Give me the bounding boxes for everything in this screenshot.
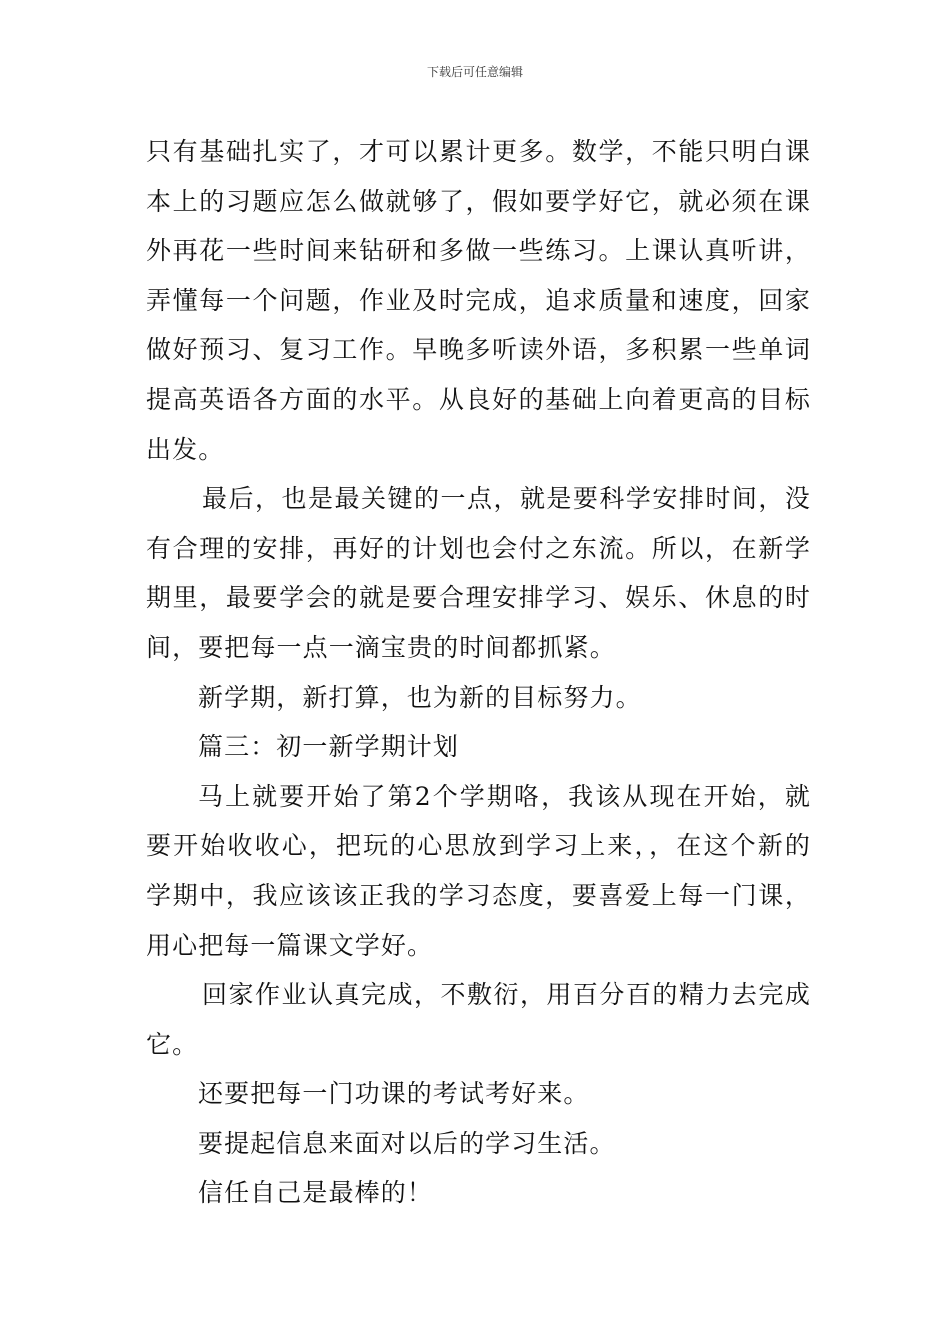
paragraph: 还要把每一门功课的考试考好来。 bbox=[198, 1079, 590, 1109]
section-heading: 篇三：初一新学期计划 bbox=[198, 732, 460, 762]
paragraph: 信任自己是最棒的！ bbox=[198, 1178, 433, 1208]
paragraph: 要提起信息来面对以后的学习生活。 bbox=[198, 1128, 616, 1158]
page-header: 下载后可任意编辑 bbox=[426, 65, 523, 79]
paragraph: 回家作业认真完成，不敷衍，用百分百的精力去完成它。 bbox=[146, 980, 811, 1059]
paragraph: 新学期，新打算，也为新的目标努力。 bbox=[198, 682, 642, 712]
paragraph: 最后，也是最关键的一点，就是要科学安排时间，没有合理的安排，再好的计划也会付之东流。所以，在新学期里，最要学会的就是要合理安排学习、娱乐、休息的时间，要把每一点一滴宝贵的时间都抓紧。 bbox=[146, 484, 811, 662]
paragraph: 只有基础扎实了，才可以累计更多。数学，不能只明白课本上的习题应怎么做就够了，假如要学好它，就必须在课外再花一些时间来钻研和多做一些练习。上课认真听讲，弄懂每一个问题，作业及时完成，追求质量和速度，回家做好预习、复习工作。早晚多听读外语，多积累一些单词提高英语各方面的水平。从良好的基础上向着更高的目标出发。 bbox=[146, 137, 811, 464]
document-body bbox=[146, 127, 811, 1218]
paragraph: 马上就要开始了第2个学期咯，我该从现在开始，就要开始收收心，把玩的心思放到学习上来，，在这个新的学期中，我应该该正我的学习态度，要喜爱上每一门课，用心把每一篇课文学好。 bbox=[146, 781, 811, 960]
